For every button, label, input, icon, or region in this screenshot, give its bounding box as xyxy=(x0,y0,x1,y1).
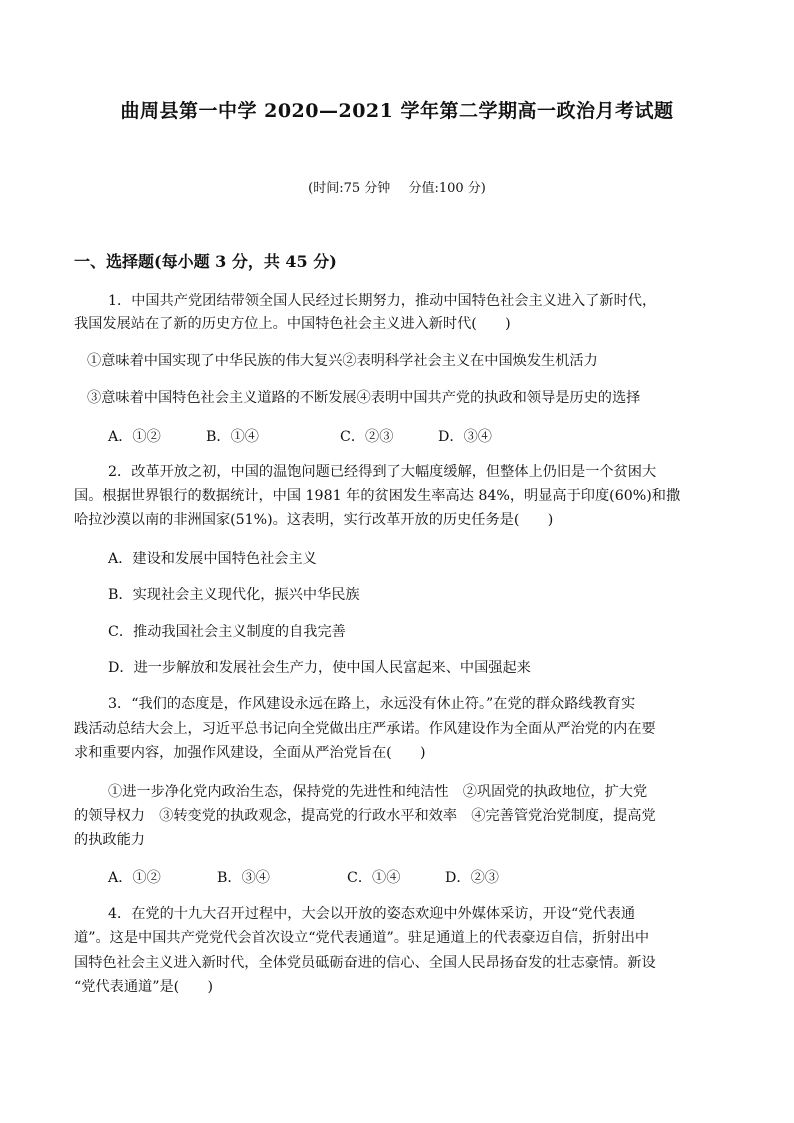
q1-statements-1: ①意味着中国实现了中华民族的伟大复兴②表明科学社会主义在中国焕发生机活力 xyxy=(87,353,598,369)
q1-stem-line-1: 1．中国共产党团结带领全国人民经过长期努力，推动中国特色社会主义进入了新时代， xyxy=(108,293,657,309)
q1-option-d[interactable]: D．③④ xyxy=(438,429,492,445)
q3-statements-2: 的领导权力 ③转变党的执政观念，提高党的行政水平和效率 ④完善管党治党制度，提高党 xyxy=(74,808,656,824)
q4-stem-line-2: 道”。这是中国共产党党代会首次设立“党代表通道”。驻足通道上的代表豪迈自信，折射出中 xyxy=(74,930,650,946)
q3-option-c[interactable]: C．①④ xyxy=(347,870,401,886)
q3-stem-line-3: 求和重要内容，加强作风建设，全面从严治党旨在( ) xyxy=(74,745,426,761)
exam-title: 曲周县第一中学 2020—2021 学年第二学期高一政治月考试题 xyxy=(120,100,674,122)
q3-stem-line-2: 践活动总结大会上，习近平总书记向全党做出庄严承诺。作风建设作为全面从严治党的内在要 xyxy=(74,721,656,737)
q4-stem-line-4: “党代表通道”是( ) xyxy=(74,979,214,995)
q1-option-b[interactable]: B．①④ xyxy=(206,429,259,445)
q1-option-a[interactable]: A．①② xyxy=(108,429,161,445)
q3-statements-3: 的执政能力 xyxy=(74,832,145,848)
q1-option-c[interactable]: C．②③ xyxy=(340,429,394,445)
q3-statements-1: ①进一步净化党内政治生态，保持党的先进性和纯洁性 ②巩固党的执政地位，扩大党 xyxy=(108,784,648,800)
q3-option-b[interactable]: B．③④ xyxy=(217,870,270,886)
section-heading: 一、选择题(每小题 3 分，共 45 分) xyxy=(74,252,337,271)
q1-statements-2: ③意味着中国特色社会主义道路的不断发展④表明中国共产党的执政和领导是历史的选择 xyxy=(87,390,641,406)
q2-option-a[interactable]: A．建设和发展中国特色社会主义 xyxy=(108,551,317,567)
q3-option-a[interactable]: A．①② xyxy=(108,870,161,886)
exam-score: 分值:100 分) xyxy=(408,181,486,196)
q1-stem-line-2: 我国发展站在了新的历史方位上。中国特色社会主义进入新时代( ) xyxy=(74,316,511,332)
q2-stem-line-2: 国。根据世界银行的数据统计，中国 1981 年的贫困发生率高达 84%，明显高于印度(60%)和撒 xyxy=(74,488,681,504)
exam-info xyxy=(0,177,794,196)
exam-time: (时间:75 分钟 xyxy=(308,181,391,196)
q2-option-c[interactable]: C．推动我国社会主义制度的自我完善 xyxy=(108,624,346,640)
q4-stem-line-3: 国特色社会主义进入新时代，全体党员砥砺奋进的信心、全国人民昂扬奋发的壮志豪情。新设 xyxy=(74,955,656,971)
q2-stem-line-1: 2．改革开放之初，中国的温饱问题已经得到了大幅度缓解，但整体上仍旧是一个贫困大 xyxy=(108,464,657,480)
q4-stem-line-1: 4．在党的十九大召开过程中，大会以开放的姿态欢迎中外媒体采访，开设“党代表通 xyxy=(108,906,636,922)
q3-option-d[interactable]: D．②③ xyxy=(445,870,499,886)
q2-option-b[interactable]: B．实现社会主义现代化，振兴中华民族 xyxy=(108,587,360,603)
q2-stem-line-3: 哈拉沙漠以南的非洲国家(51%)。这表明，实行改革开放的历史任务是( ) xyxy=(74,512,554,528)
q2-option-d[interactable]: D．进一步解放和发展社会生产力，使中国人民富起来、中国强起来 xyxy=(108,660,531,676)
q3-stem-line-1: 3．“我们的态度是，作风建设永远在路上，永远没有休止符。”在党的群众路线教育实 xyxy=(108,696,636,712)
